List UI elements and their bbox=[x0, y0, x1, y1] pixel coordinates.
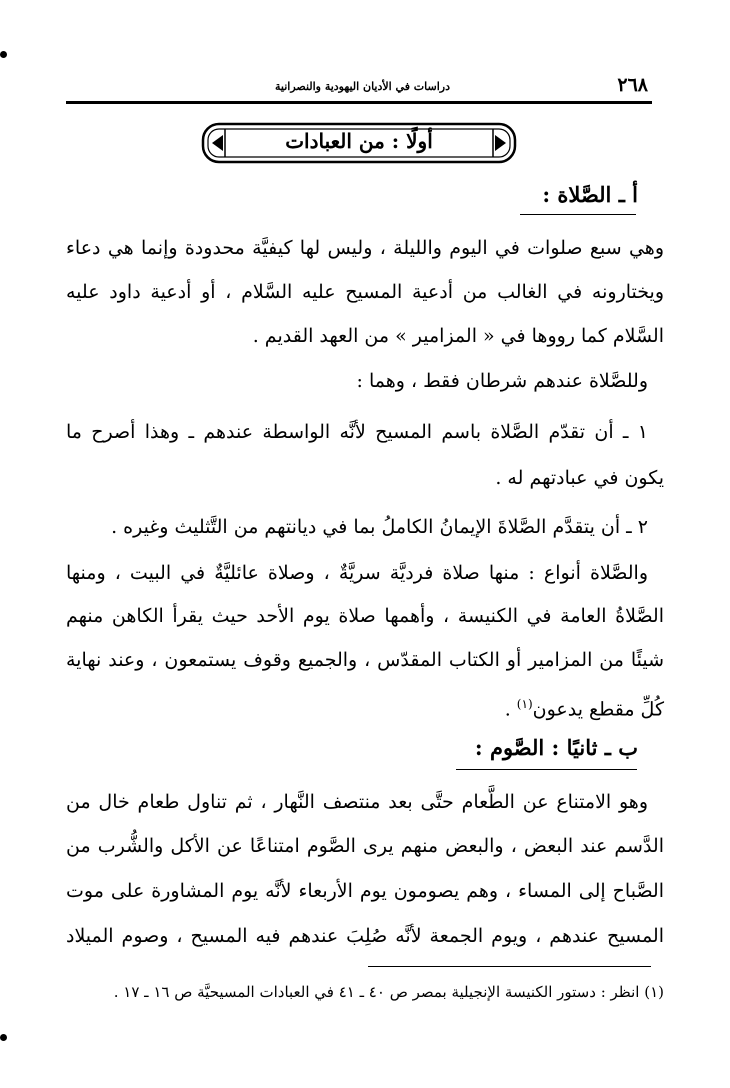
page-number: ٢٦٨ bbox=[617, 74, 648, 96]
text-line: ١ ـ أن تقدّم الصَّلاة باسم المسيح لأنَّه الواسطة عندهم ـ وهذا أصرح ما bbox=[66, 421, 648, 443]
text-line: الصَّباح إلى المساء ، وهم يصومون يوم الأربعاء لأنَّه يوم المشاورة على موت bbox=[66, 880, 664, 902]
text-line: المسيح عندهم ، ويوم الجمعة لأنَّه صُلِبَ عندهم فيه المسيح ، وصوم الميلاد bbox=[66, 925, 664, 947]
text-line: والصَّلاة أنواع : منها صلاة فرديَّة سريَّةٌ ، وصلاة عائليَّةٌ في البيت ، ومنها bbox=[66, 562, 648, 584]
text-line: الصَّلاةُ العامة في الكنيسة ، وأهمها صلاة يوم الأحد حيث يقرأ الكاهن منهم bbox=[66, 605, 664, 627]
text-fragment: . bbox=[504, 698, 517, 721]
section-heading-fasting: ب ـ ثانيًا : الصَّوم : bbox=[474, 735, 638, 760]
text-line: وللصَّلاة عندهم شرطان فقط ، وهما : bbox=[356, 370, 648, 392]
text-line: شيئًا من المزامير أو الكتاب المقدّس ، والجميع وقوف يستمعون ، وعند نهاية bbox=[66, 649, 664, 671]
text-line: ويختارونه في الغالب من أدعية المسيح عليه السَّلام ، أو أدعية داود عليه bbox=[66, 281, 664, 303]
banner-title: أولًا : من العبادات bbox=[285, 129, 433, 153]
section-heading-prayer: أ ـ الصَّلاة : bbox=[542, 182, 638, 207]
section-heading-underline bbox=[520, 214, 636, 215]
section-heading-underline bbox=[456, 769, 637, 770]
footnote-text: (١) انظر : دستور الكنيسة الإنجيلية بمصر ص ٤٠ ـ ٤١ في العبادات المسيحيَّة ص ١٦ ـ ١٧ . bbox=[113, 983, 664, 1001]
scan-mark-dot bbox=[0, 1034, 7, 1041]
text-line: وهو الامتناع عن الطَّعام حتَّى بعد منتصف النَّهار ، ثم تناول طعام خال من bbox=[66, 791, 648, 813]
text-line: وهي سبع صلوات في اليوم والليلة ، وليس لها كيفيَّة محدودة وإنما هي دعاء bbox=[66, 237, 664, 259]
header-rule bbox=[66, 101, 652, 104]
text-fragment: كُلِّ مقطع يدعون bbox=[532, 698, 664, 721]
text-line-with-footnote bbox=[505, 689, 664, 724]
scan-mark-dot bbox=[0, 51, 7, 58]
text-line: الدَّسم عند البعض ، والبعض منهم يرى الصَّوم امتناعًا عن الأكل والشُّرب من bbox=[66, 835, 664, 857]
running-header bbox=[66, 74, 652, 104]
section-banner bbox=[201, 122, 517, 164]
footnote-rule bbox=[368, 966, 651, 967]
footnote-marker[interactable]: (١) bbox=[516, 697, 533, 711]
text-line: يكون في عبادتهم له . bbox=[495, 467, 664, 489]
text-line: ٢ ـ أن يتقدَّم الصَّلاةَ الإيمانُ الكاملُ بما في ديانتهم من التَّثليث وغيره . bbox=[111, 516, 648, 538]
running-title: دراسات في الأديان اليهودية والنصرانية bbox=[275, 80, 450, 93]
text-line: السَّلام كما رووها في « المزامير » من العهد القديم . bbox=[252, 325, 664, 347]
